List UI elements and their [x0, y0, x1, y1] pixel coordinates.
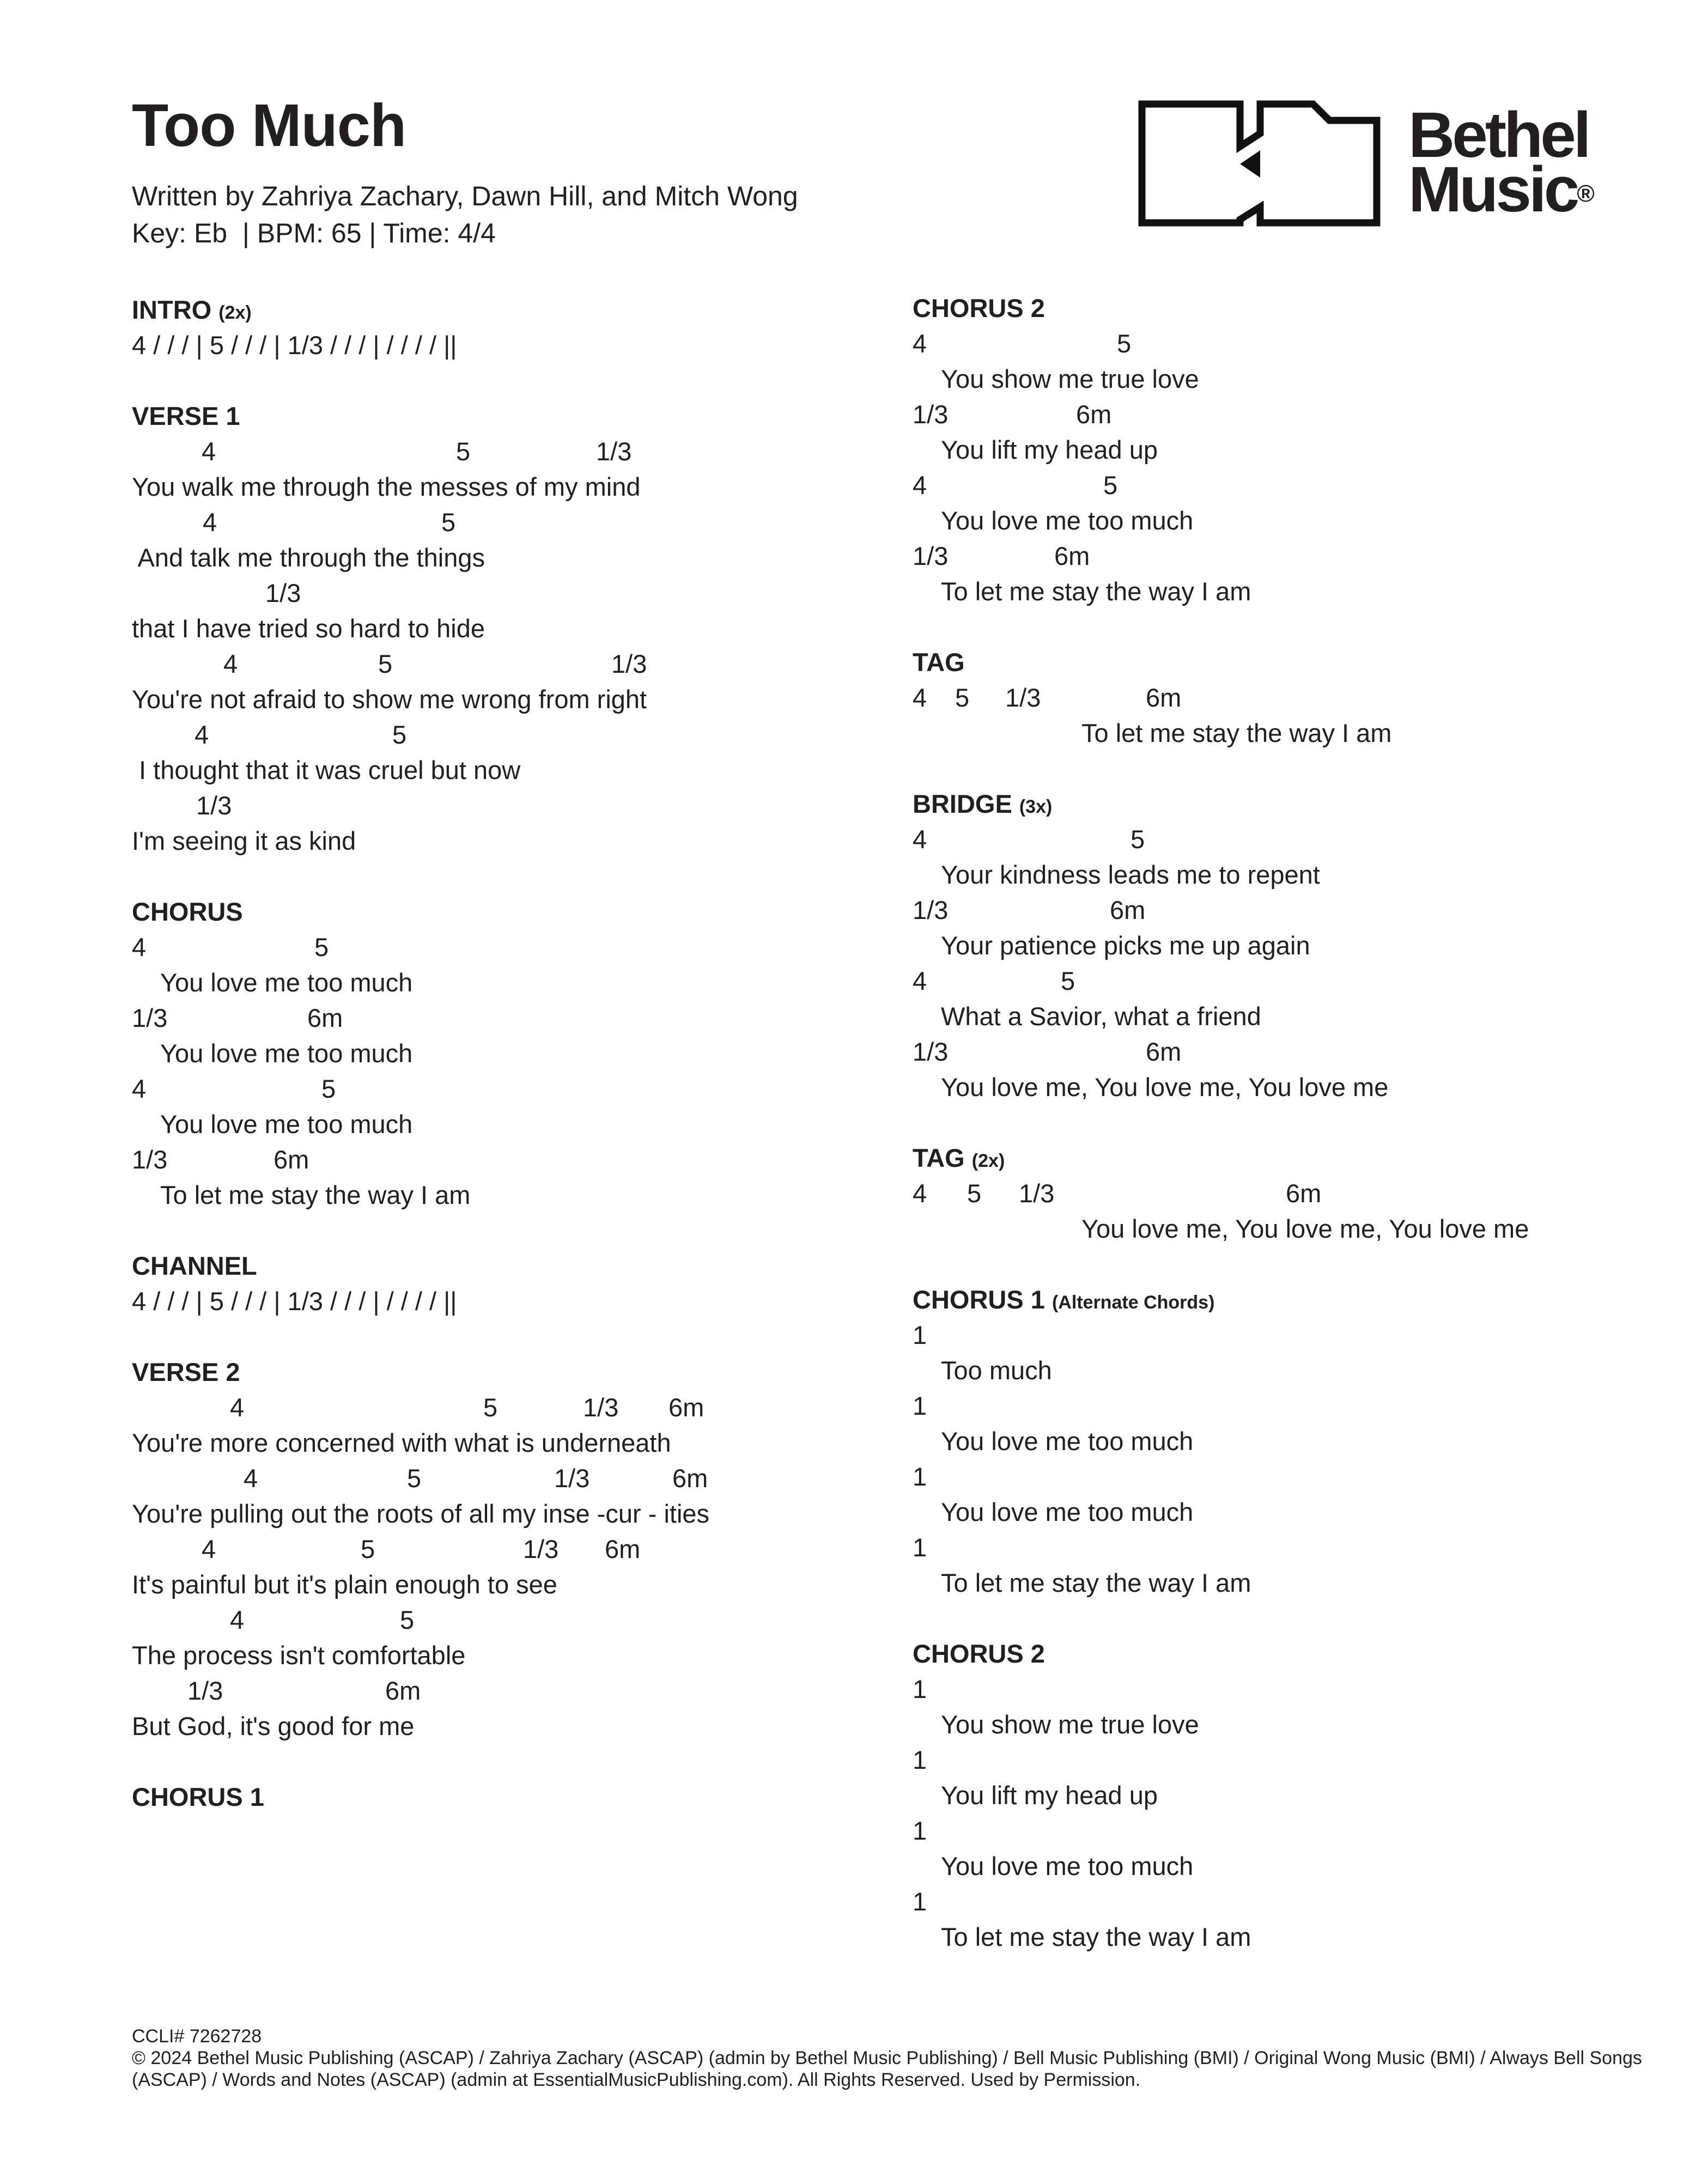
chord: 6m	[605, 1535, 641, 1563]
chord: 1/3	[913, 541, 949, 570]
chord-row	[913, 397, 1675, 432]
lyric-line: I'm seeing it as kind	[132, 826, 356, 855]
lyric-line: I thought that it was cruel but now	[132, 756, 521, 784]
chord-row	[913, 1742, 1675, 1778]
lyric-line: The process isn't comfortable	[132, 1641, 466, 1670]
chord-row	[913, 1034, 1675, 1069]
chord: 4	[913, 825, 927, 854]
chord-progression: 4 / / / | 5 / / / | 1/3 / / / | / / / / ||	[132, 331, 457, 360]
chord: 4	[913, 1179, 927, 1208]
section-title: CHANNEL	[132, 1251, 257, 1280]
chord: 1/3	[132, 1145, 168, 1174]
chord: 4	[230, 1605, 245, 1634]
chord: 5	[321, 1074, 336, 1103]
chord-row	[132, 575, 895, 611]
section-channel	[132, 1248, 895, 1319]
chord: 4	[202, 437, 216, 466]
chord: 5	[1061, 966, 1075, 995]
lyric-line: Your patience picks me up again	[941, 931, 1310, 960]
chord: 4	[913, 683, 927, 712]
registered-mark: ®	[1577, 180, 1595, 207]
chord: 5	[967, 1179, 982, 1208]
chord: 1/3	[611, 649, 647, 678]
section-verse-1	[132, 398, 895, 859]
lyric-line: You lift my head up	[941, 435, 1158, 464]
chord: 1/3	[913, 896, 949, 924]
chord: 1	[913, 1320, 927, 1349]
chord: 6m	[672, 1464, 708, 1493]
brand-wordmark	[1408, 99, 1595, 226]
chord-row	[913, 1459, 1675, 1494]
lyric-line: You love me too much	[941, 1498, 1194, 1526]
section-chorus-1-alternate	[913, 1282, 1675, 1600]
chord-row	[132, 1000, 895, 1036]
lyric-line: To let me stay the way I am	[941, 1568, 1251, 1597]
lyric-line: that I have tried so hard to hide	[132, 614, 485, 643]
chord-row	[132, 1673, 895, 1708]
chord-row	[913, 680, 1675, 715]
bethel-music-logo	[1136, 98, 1659, 229]
chord: 1/3	[196, 791, 232, 820]
lyric-line: You love me too much	[160, 1039, 413, 1068]
chord: 1	[913, 1533, 927, 1562]
left-column	[132, 292, 895, 1815]
section-note: (2x)	[971, 1151, 1005, 1171]
chord: 5	[400, 1605, 415, 1634]
section-note: (3x)	[1019, 796, 1053, 817]
lyric-line: You walk me through the messes of my mind	[132, 472, 641, 501]
lyric-line: To let me stay the way I am	[941, 577, 1251, 606]
chord: 1	[913, 1462, 927, 1491]
lyric-line: You love me too much	[160, 968, 413, 997]
chord-row	[132, 504, 895, 540]
chord-row	[913, 538, 1675, 574]
chord: 5	[955, 683, 970, 712]
lyric-line: Too much	[941, 1356, 1052, 1385]
chord: 1	[913, 1887, 927, 1916]
chord: 6m	[385, 1676, 421, 1705]
footer	[132, 2025, 1646, 2091]
chord: 5	[378, 649, 393, 678]
song-details: Key: Eb | BPM: 65 | Time: 4/4	[132, 218, 496, 248]
chord: 4	[913, 966, 927, 995]
chord: 6m	[668, 1393, 704, 1422]
section-title: TAG	[913, 648, 965, 677]
chord-row	[132, 1460, 895, 1496]
chord: 4	[202, 1535, 216, 1563]
copyright-notice: © 2024 Bethel Music Publishing (ASCAP) / Zahriya Zachary (ASCAP) (admin by Bethel Music Publishing) / Bell Music Publishing (BMI) / Original Wong Music (BMI) / Always Bell Songs (ASCAP) / Words and Notes (ASCAP) (admin at EssentialMusicPublishing.com). All Rights Reserved. Used by Permission.	[132, 2048, 1642, 2090]
chord-row	[913, 1176, 1675, 1211]
chord: 5	[314, 933, 329, 961]
lyric-line: You love me too much	[941, 506, 1194, 535]
brand-line-1: Bethel	[1408, 99, 1589, 171]
song-title: Too Much	[132, 92, 406, 159]
lyric-line: And talk me through the things	[132, 543, 485, 572]
chord: 6m	[1054, 541, 1090, 570]
chord-row	[132, 1531, 895, 1567]
chord: 1/3	[554, 1464, 590, 1493]
lyric-line: To let me stay the way I am	[1081, 719, 1392, 747]
chord: 1/3	[1005, 683, 1041, 712]
section-title: TAG	[913, 1143, 965, 1172]
chord: 4	[223, 649, 238, 678]
chord-row	[913, 821, 1675, 857]
chord: 1/3	[913, 400, 949, 429]
lyric-line: What a Savior, what a friend	[941, 1002, 1261, 1031]
chord: 6m	[1110, 896, 1146, 924]
chord: 6m	[273, 1145, 309, 1174]
section-intro	[132, 292, 895, 363]
chord: 1/3	[1019, 1179, 1055, 1208]
lyric-line: You love me too much	[941, 1427, 1194, 1456]
bethel-music-logo-icon	[1136, 98, 1387, 229]
brand-line-2: Music	[1408, 154, 1577, 226]
chord: 1	[913, 1745, 927, 1774]
chord-row	[913, 1671, 1675, 1707]
lyric-line: But God, it's good for me	[132, 1712, 415, 1740]
chord: 1/3	[523, 1535, 559, 1563]
chord-row	[132, 717, 895, 752]
chord: 4	[132, 1074, 147, 1103]
chord: 5	[483, 1393, 498, 1422]
chord: 1	[913, 1675, 927, 1703]
chord: 5	[441, 508, 456, 537]
lyric-line: You show me true love	[941, 364, 1199, 393]
chord-row	[913, 1317, 1675, 1353]
lyric-line: You love me too much	[160, 1110, 413, 1139]
chord-progression: 4 / / / | 5 / / / | 1/3 / / / | / / / / ||	[132, 1287, 457, 1316]
chord: 5	[1103, 471, 1118, 500]
lyric-line: You love me too much	[941, 1852, 1194, 1880]
section-title: BRIDGE	[913, 789, 1012, 818]
section-title: CHORUS 2	[913, 294, 1045, 322]
chord: 1/3	[596, 437, 632, 466]
chord: 5	[1130, 825, 1145, 854]
section-bridge	[913, 786, 1675, 1105]
lyric-line: You love me, You love me, You love me	[941, 1073, 1389, 1101]
chord-row	[913, 1884, 1675, 1919]
lyric-line: It's painful but it's plain enough to see	[132, 1570, 557, 1599]
section-title: CHORUS 1	[132, 1782, 264, 1811]
ccli-number: CCLI# 7262728	[132, 2026, 262, 2047]
chord: 6m	[1146, 683, 1182, 712]
chord-row	[913, 1388, 1675, 1423]
chord: 6m	[1146, 1037, 1182, 1066]
lyric-line: Your kindness leads me to repent	[941, 860, 1320, 889]
right-column	[913, 290, 1675, 1955]
chord-row	[913, 892, 1675, 928]
chord: 1/3	[265, 579, 301, 607]
lyric-line: To let me stay the way I am	[941, 1922, 1251, 1951]
section-title: VERSE 2	[132, 1358, 240, 1386]
chord: 5	[456, 437, 471, 466]
section-chorus-2	[913, 290, 1675, 609]
chord-row	[913, 467, 1675, 503]
lyric-line: You're not afraid to show me wrong from right	[132, 685, 647, 714]
song-meta	[132, 178, 798, 252]
section-verse-2	[132, 1354, 895, 1744]
section-tag	[913, 644, 1675, 751]
chord: 6m	[307, 1003, 343, 1032]
chord: 4	[230, 1393, 245, 1422]
section-tag-2	[913, 1140, 1675, 1246]
chord: 6m	[1076, 400, 1112, 429]
section-title: CHORUS 2	[913, 1639, 1045, 1668]
chord: 5	[392, 720, 407, 749]
chord-row	[132, 1390, 895, 1425]
chord: 1	[913, 1816, 927, 1845]
chord-row	[132, 788, 895, 823]
chord-row	[132, 1071, 895, 1106]
section-title: INTRO	[132, 295, 212, 324]
chord-row	[132, 929, 895, 965]
chord-row	[913, 1813, 1675, 1848]
chord: 5	[361, 1535, 375, 1563]
section-title: CHORUS	[132, 897, 243, 926]
section-title: CHORUS 1	[913, 1285, 1045, 1314]
lyric-line: You love me, You love me, You love me	[1081, 1214, 1529, 1243]
chord: 6m	[1286, 1179, 1322, 1208]
section-note: (2x)	[218, 302, 252, 323]
chord: 1/3	[583, 1393, 619, 1422]
chord: 1/3	[913, 1037, 949, 1066]
lyric-line: You're more concerned with what is underneath	[132, 1428, 671, 1457]
lyric-line: To let me stay the way I am	[160, 1180, 471, 1209]
section-title: VERSE 1	[132, 401, 240, 430]
lyric-line: You show me true love	[941, 1710, 1199, 1739]
chord: 4	[913, 471, 927, 500]
chord: 1/3	[132, 1003, 168, 1032]
chord: 4	[203, 508, 217, 537]
section-chorus	[132, 894, 895, 1213]
lyric-line: You lift my head up	[941, 1781, 1158, 1810]
chord: 1/3	[187, 1676, 223, 1705]
chord: 5	[1117, 329, 1132, 358]
chord: 4	[244, 1464, 258, 1493]
chord: 5	[407, 1464, 422, 1493]
chord-row	[132, 1602, 895, 1638]
chord-row	[132, 646, 895, 681]
chord-row	[913, 1530, 1675, 1565]
section-note: (Alternate Chords)	[1051, 1292, 1215, 1313]
chord: 1	[913, 1391, 927, 1420]
lyric-line: You're pulling out the roots of all my inse -cur - ities	[132, 1499, 710, 1528]
chord-row	[913, 326, 1675, 361]
song-writers: Written by Zahriya Zachary, Dawn Hill, and Mitch Wong	[132, 181, 798, 211]
chord-row	[913, 963, 1675, 999]
chord: 4	[132, 933, 147, 961]
chord: 4	[194, 720, 209, 749]
section-chorus-2-alternate	[913, 1636, 1675, 1955]
section-chorus-1	[132, 1779, 895, 1815]
chord-row	[132, 1142, 895, 1177]
chord-row	[132, 434, 895, 469]
chord: 4	[913, 329, 927, 358]
